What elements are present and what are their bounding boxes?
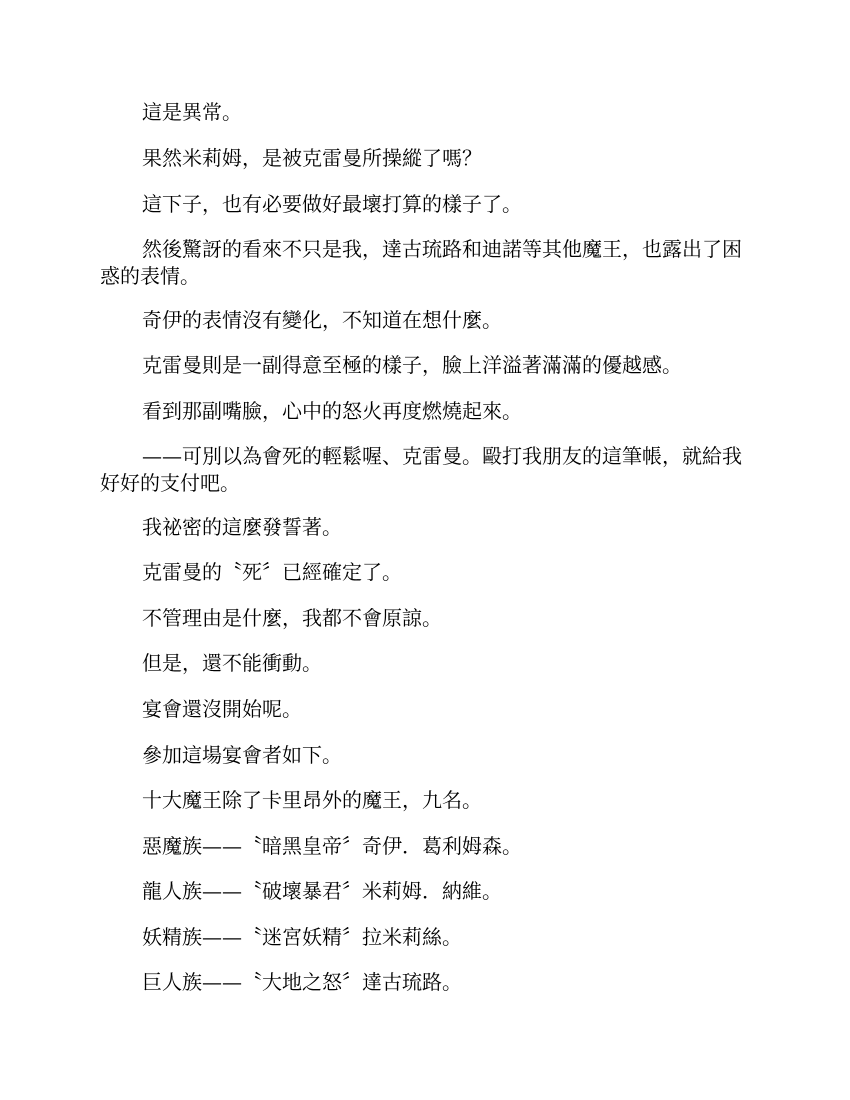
paragraph-6: 克雷曼則是一副得意至極的樣子，臉上洋溢著滿滿的優越感。 [142, 353, 682, 377]
paragraph-4: 然後驚訝的看來不只是我，達古琉路和迪諾等其他魔王，也露出了困惑的表情。 [100, 237, 742, 288]
paragraph-13: 宴會還沒開始呢。 [142, 697, 302, 721]
paragraph-16: 惡魔族——〝暗黑皇帝〞奇伊．葛利姆森。 [142, 834, 522, 858]
paragraph-18: 妖精族——〝迷宮妖精〞拉米莉絲。 [142, 925, 462, 949]
paragraph-15: 十大魔王除了卡里昂外的魔王，九名。 [142, 788, 482, 812]
paragraph-2: 果然米莉姆，是被克雷曼所操縱了嗎？ [142, 146, 482, 170]
paragraph-19: 巨人族——〝大地之怒〞達古琉路。 [142, 970, 462, 994]
paragraph-14: 參加這場宴會者如下。 [142, 743, 342, 767]
paragraph-8: ——可別以為會死的輕鬆喔、克雷曼。毆打我朋友的這筆帳，就給我好好的支付吧。 [100, 444, 742, 495]
paragraph-3: 這下子，也有必要做好最壞打算的樣子了。 [142, 192, 522, 216]
paragraph-10: 克雷曼的〝死〞已經確定了。 [142, 560, 402, 584]
paragraph-5: 奇伊的表情沒有變化，不知道在想什麼。 [142, 308, 502, 332]
paragraph-9: 我祕密的這麼發誓著。 [142, 515, 342, 539]
paragraph-1: 這是異常。 [142, 100, 242, 124]
paragraph-17: 龍人族——〝破壞暴君〞米莉姆．納維。 [142, 879, 502, 903]
paragraph-12: 但是，還不能衝動。 [142, 651, 322, 675]
paragraph-11: 不管理由是什麼，我都不會原諒。 [142, 606, 442, 630]
paragraph-7: 看到那副嘴臉，心中的怒火再度燃燒起來。 [142, 399, 522, 423]
